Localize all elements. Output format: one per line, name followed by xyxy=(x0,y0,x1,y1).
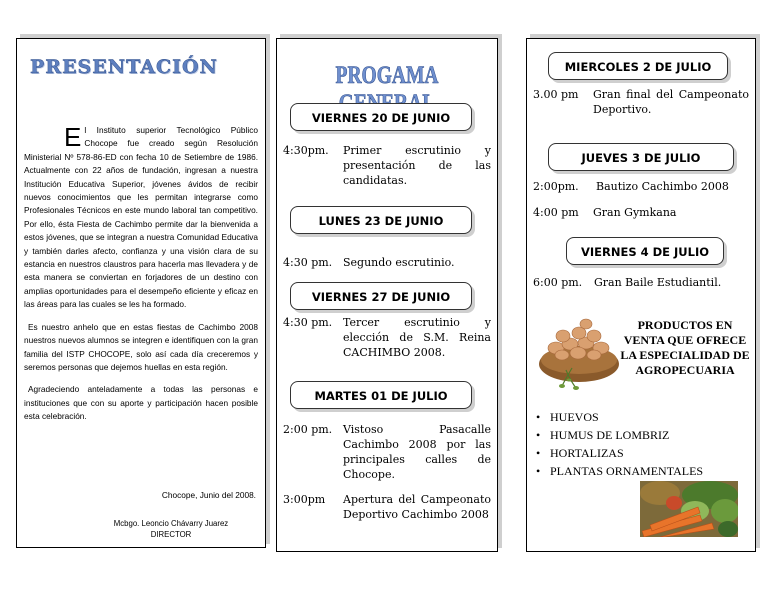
event-description: Gran Baile Estudiantil. xyxy=(594,276,722,289)
event-description: Gran Gymkana xyxy=(593,206,677,219)
event-item xyxy=(283,143,493,189)
event-time: 4:30 pm. xyxy=(283,256,333,269)
presentation-paragraph-2: Es nuestro anhelo que en estas fiestas de Cachimbo 2008 nuestros nuevos alumnos se integren e identifiquen con la gran familia del ISTP CHOCOPE, solo así cada día creceremos y seremos personas que dejemos huellas en esta región. xyxy=(24,321,258,372)
event-time: 2:00pm. xyxy=(533,180,579,193)
list-item: • HUEVOS xyxy=(534,408,703,426)
event-time: 4:30pm. xyxy=(283,144,329,157)
list-item: • HUMUS DE LOMBRIZ xyxy=(534,426,703,444)
day-header-viernes-20: VIERNES 20 DE JUNIO xyxy=(290,103,472,131)
day-header-jueves-3: JUEVES 3 DE JULIO xyxy=(548,143,734,171)
event-description: Segundo escrutinio. xyxy=(343,256,455,269)
day-header-martes-01: MARTES 01 DE JULIO xyxy=(290,381,472,409)
presentation-title: PRESENTACIÓN xyxy=(30,56,218,78)
presentation-body xyxy=(24,124,258,433)
program-title: PROGAMA xyxy=(335,62,439,89)
event-description: Tercer escrutinio y elección de S.M. Reina CACHIMBO 2008. xyxy=(343,316,491,359)
event-item xyxy=(533,179,751,195)
drop-cap: E xyxy=(64,122,82,152)
place-date: Chocope, Junio del 2008. xyxy=(161,490,256,500)
egg-basket-image xyxy=(536,310,622,392)
day-header-viernes-4: VIERNES 4 DE JULIO xyxy=(566,237,724,265)
products-list xyxy=(534,408,703,480)
list-item: • PLANTAS ORNAMENTALES xyxy=(534,462,703,480)
day-header-miercoles-2: MIERCOLES 2 DE JULIO xyxy=(548,52,728,80)
event-item xyxy=(283,315,493,361)
day-header-viernes-27: VIERNES 27 DE JUNIO xyxy=(290,282,472,310)
event-description: Primer escrutinio y presentación de las candidatas. xyxy=(343,144,491,187)
presentation-paragraph-3: Agradeciendo anteladamente a todas las personas e instituciones que con su aporte y participación hacen posible esta celebración. xyxy=(24,384,258,422)
event-time: 4:00 pm xyxy=(533,206,579,219)
event-time: 3.00 pm xyxy=(533,88,579,101)
event-description: Bautizo Cachimbo 2008 xyxy=(596,180,729,193)
event-item xyxy=(533,275,751,291)
event-item xyxy=(533,205,751,221)
signature xyxy=(96,518,246,540)
event-description: Gran final del Campeonato Deportivo. xyxy=(593,88,749,116)
event-description: Vistoso Pasacalle Cachimbo 2008 por las principales calles de Chocope. xyxy=(343,423,491,481)
event-time: 3:00pm xyxy=(283,493,326,506)
event-item xyxy=(533,87,751,119)
products-title: PRODUCTOS EN VENTA QUE OFRECE LA ESPECIALIDAD DE AGROPECUARIA xyxy=(620,318,750,377)
event-time: 4:30 pm. xyxy=(283,316,333,329)
event-description: Apertura del Campeonato Deportivo Cachimbo 2008 xyxy=(343,493,491,521)
day-header-lunes-23: LUNES 23 DE JUNIO xyxy=(290,206,472,234)
signature-name: Mcbgo. Leoncio Chávarry Juarez xyxy=(113,519,229,528)
presentation-paragraph-1: El Instituto superior Tecnológico Público Chocope fue creado según Resolución Ministerial Nº 578-86-ED con fecha 10 de Setiembre de 1986. Actualmente con 22 años de fundación, ingresan a nuestra Institución Educativa Superior, jóvenes ávidos de recibir nuevos conocimientos que les permitan integrarse como Profesionales Técnicos en este mundo laboral tan competitivo. Por ello, ésta Fiesta de Cachimbo permite dar la bienvenida a estos jóvenes, que se integran a nuestra Comunidad Educativa y también darles afecto, confianza y una visión clara de su estancia en nuestros claustros para hacerla mas llevadera y de esta manera se conviertan en forjadores de un destino con amplias oportunidades para el desempeño eficiente y eficaz en las áreas para las cuales se les ha formado. xyxy=(24,122,258,310)
event-item xyxy=(283,255,493,271)
vegetables-image xyxy=(640,481,738,537)
event-item xyxy=(283,422,493,484)
event-item xyxy=(283,492,493,538)
list-item: • HORTALIZAS xyxy=(534,444,703,462)
event-time: 2:00 pm. xyxy=(283,423,333,436)
event-time: 6:00 pm. xyxy=(533,276,583,289)
signature-role: DIRECTOR xyxy=(150,530,192,539)
